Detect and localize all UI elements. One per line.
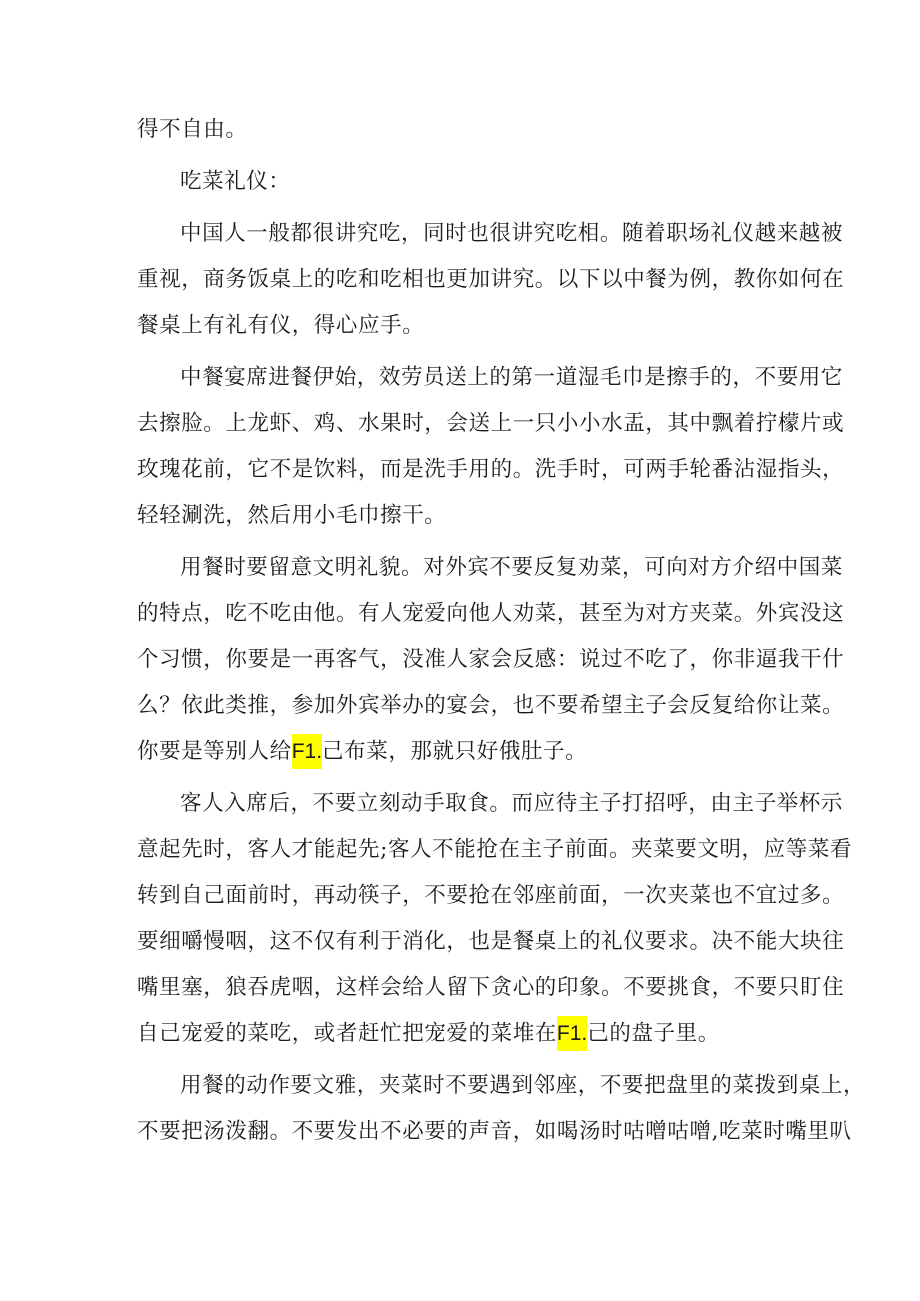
text-line: 中国人一般都很讲究吃，同时也很讲究吃相。随着职场礼仪越来越被 <box>180 221 844 246</box>
text-line <box>137 1014 720 1054</box>
text-line: 重视，商务饭桌上的吃和吃相也更加讲究。以下以中餐为例，教你如何在 <box>137 267 845 292</box>
text-line <box>137 732 587 772</box>
text-line: 用餐时要留意文明礼貌。对外宾不要反复劝菜，可向对方介绍中国菜 <box>180 555 844 580</box>
text-segment: 自己宠爱的菜吃，或者赶忙把宠爱的菜堆在 <box>137 1021 557 1046</box>
text-line: 的特点，吃不吃由他。有人宠爱向他人劝菜，甚至为对方夹菜。外宾没这 <box>137 601 845 626</box>
text-segment: 己布菜，那就只好俄肚子。 <box>322 739 588 764</box>
text-line: 玫瑰花前，它不是饮料，而是洗手用的。洗手时，可两手轮番沾湿指头， <box>137 457 845 482</box>
text-line: 要细嚼慢咽，这不仅有利于消化，也是餐桌上的礼仪要求。决不能大块往 <box>137 929 845 954</box>
text-line: 餐桌上有礼有仪，得心应手。 <box>137 313 425 338</box>
highlighted-text: F1. <box>292 734 322 769</box>
text-line: 意起先时，客人才能起先;客人不能抢在主子前面。夹菜要文明，应等菜看 <box>137 837 853 862</box>
text-line: 去擦脸。上龙虾、鸡、水果时，会送上一只小小水盂，其中飘着拧檬片或 <box>137 411 845 436</box>
text-segment: 己的盘子里。 <box>587 1021 720 1046</box>
text-line: 客人入席后，不要立刻动手取食。而应待主子打招呼，由主子举杯示 <box>180 791 844 816</box>
text-line: 用餐的动作要文雅，夹菜时不要遇到邻座，不要把盘里的菜拨到桌上， <box>180 1073 866 1098</box>
text-line: 转到自己面前时，再动筷子，不要抢在邻座前面，一次夹菜也不宜过多。 <box>137 883 845 908</box>
text-segment: 你要是等别人给 <box>137 739 292 764</box>
text-line: 得不自由。 <box>137 117 248 142</box>
section-heading: 吃菜礼仪： <box>180 169 291 194</box>
text-line: 轻轻涮洗，然后用小毛巾擦干。 <box>137 503 447 528</box>
highlighted-text: F1. <box>557 1016 587 1051</box>
text-line: 不要把汤泼翻。不要发出不必要的声音，如喝汤时咕噌咕噌,吃菜时嘴里叭 <box>137 1119 852 1144</box>
text-line: 么？依此类推，参加外宾举办的宴会，也不要希望主子会反复给你让菜。 <box>137 693 845 718</box>
text-line: 个习惯，你要是一再客气，没准人家会反感：说过不吃了，你非逼我干什 <box>137 647 845 672</box>
text-line: 嘴里塞，狼吞虎咽，这样会给人留下贪心的印象。不要挑食，不要只盯住 <box>137 975 845 1000</box>
text-line: 中餐宴席进餐伊始，效劳员送上的第一道湿毛巾是擦手的，不要用它 <box>180 365 844 390</box>
